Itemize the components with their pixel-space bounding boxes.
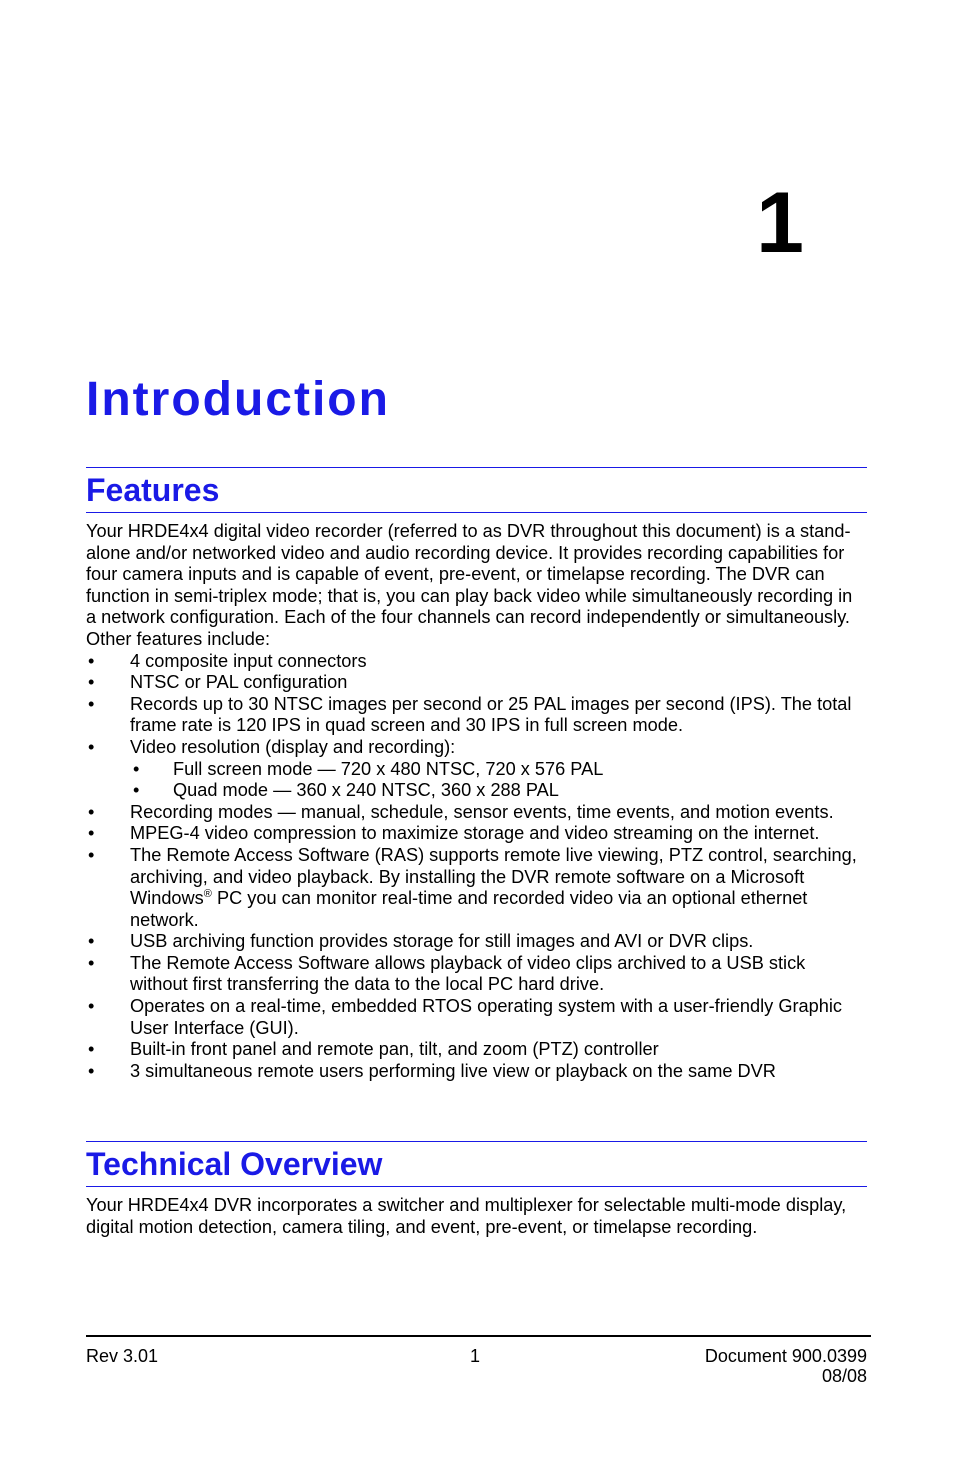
features-header	[86, 467, 867, 513]
list-item	[86, 737, 867, 802]
sub-list-item: • Quad mode — 360 x 240 NTSC, 360 x 288 PAL	[130, 780, 867, 802]
technical-header	[86, 1141, 867, 1187]
list-item: • Recording modes — manual, schedule, sensor events, time events, and motion events.	[86, 802, 867, 824]
technical-section	[86, 1141, 867, 1238]
list-item	[86, 845, 867, 931]
list-item: • NTSC or PAL configuration	[86, 672, 867, 694]
technical-body: Your HRDE4x4 DVR incorporates a switcher and multiplexer for selectable multi-mode display, digital motion detection, camera tiling, and event, pre-event, or timelapse recording.	[86, 1195, 847, 1237]
features-section	[86, 467, 867, 1082]
page-number: 1	[470, 1346, 481, 1366]
technical-heading: Technical Overview	[86, 1146, 383, 1182]
list-item: • 3 simultaneous remote users performing live view or playback on the same DVR	[86, 1061, 867, 1083]
list-item-text: The Remote Access Software (RAS) supports remote live viewing, PTZ control, searching, archiving, and video playback. By installing the DVR remote software on a Microsoft Windows	[130, 844, 857, 909]
document-date: 08/08	[821, 1366, 867, 1386]
resolution-sublist	[130, 759, 867, 802]
sub-list-item: • Full screen mode — 720 x 480 NTSC, 720 x 576 PAL	[130, 759, 867, 781]
list-item: • USB archiving function provides storage for still images and AVI or DVR clips.	[86, 931, 867, 953]
chapter-number: 1	[756, 175, 804, 271]
document-number: Document 900.0399	[704, 1346, 867, 1366]
footer-rule	[86, 1335, 871, 1337]
list-item: • The Remote Access Software allows playback of video clips archived to a USB stick without first transferring the data to the local PC hard drive.	[86, 953, 867, 996]
footer-revision: Rev 3.01	[86, 1346, 159, 1366]
registered-mark: ®	[203, 888, 212, 901]
list-item: • Operates on a real-time, embedded RTOS operating system with a user-friendly Graphic User Interface (GUI).	[86, 996, 867, 1039]
list-item-text: Video resolution (display and recording):	[130, 736, 456, 757]
list-item: • 4 composite input connectors	[86, 651, 867, 673]
features-heading: Features	[86, 472, 220, 508]
features-list	[86, 651, 867, 1083]
list-item: • Records up to 30 NTSC images per second or 25 PAL images per second (IPS). The total frame rate is 120 IPS in quad screen and 30 IPS in full screen mode.	[86, 694, 867, 737]
chapter-title: Introduction	[86, 373, 390, 426]
features-intro: Your HRDE4x4 digital video recorder (referred to as DVR throughout this document) is a stand-alone and/or networked video and audio recording device. It provides recording capabilities for four camera inputs and is capable of event, pre-event, or timelapse recording. The DVR can function in semi-triplex mode; that is, you can play back video while simultaneously recording in a network configuration. Each of the four channels can record independently or simultaneously. Other features include:	[86, 521, 853, 649]
list-item: • Built-in front panel and remote pan, tilt, and zoom (PTZ) controller	[86, 1039, 867, 1061]
footer-document	[705, 1346, 867, 1386]
list-item: • MPEG-4 video compression to maximize storage and video streaming on the internet.	[86, 823, 867, 845]
list-item-text-tail: PC you can monitor real-time and recorded video via an optional ethernet network.	[130, 888, 808, 930]
